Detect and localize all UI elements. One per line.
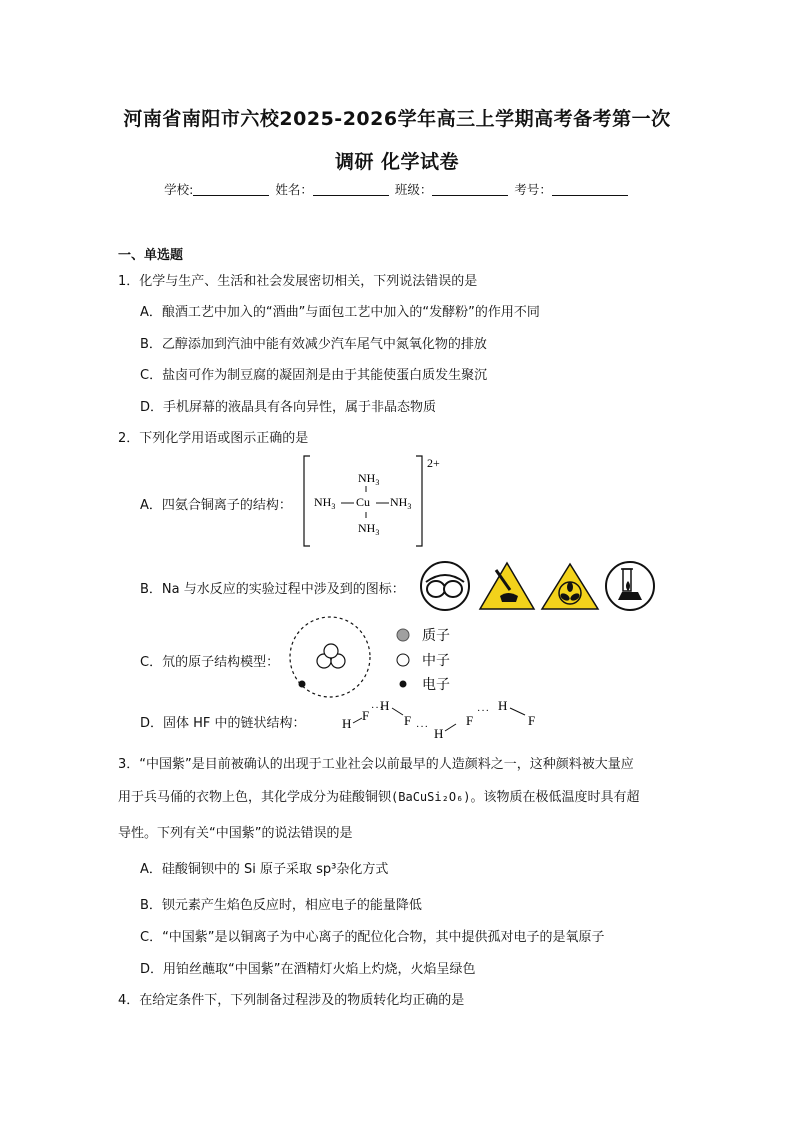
q2-option-b: B．Na 与水反应的实验过程中涉及到的图标： [140, 582, 405, 597]
exam-no-label: 考号： [514, 182, 552, 197]
q3-option-d: D．用铂丝蘸取“中国紫”在酒精灯火焰上灼烧，火焰呈绿色 [140, 962, 476, 977]
q3-option-b: B．钡元素产生焰色反应时，相应电子的能量降低 [140, 898, 422, 913]
q2-icons-row [418, 560, 658, 612]
q3-stem-line3: 导性。下列有关“中国紫”的说法错误的是 [118, 826, 353, 841]
sharp-object-icon [480, 563, 534, 609]
nh3-left: $NH_3$ [314, 495, 336, 511]
q3-option-c: C．“中国紫”是以铜离子为中心离子的配位化合物，其中提供孤对电子的是氧原子 [140, 930, 605, 945]
exam-title-line1: 河南省南阳市六校2025-2026学年高三上学期高考备考第一次 [123, 108, 671, 130]
heating-icon [606, 562, 654, 610]
hf-h1: H [342, 716, 352, 731]
q1-option-c: C．盐卤可作为制豆腐的凝固剂是由于其能使蛋白质发生聚沉 [140, 368, 488, 383]
electron-dot [299, 681, 306, 688]
hf-h4: H [498, 698, 508, 713]
nh3-top: $NH_3$ [358, 471, 380, 487]
deuterium-atom-model [286, 616, 386, 698]
q3-stem-line2-post: 。该物质在极低温度时具有超 [470, 790, 640, 805]
proton-legend-icon [397, 629, 409, 641]
proton-sphere [324, 644, 338, 658]
hf-f2: F [404, 713, 412, 728]
q3-stem-line2-pre: 用于兵马俑的衣物上色，其化学成分为硅酸铜钡 [118, 790, 392, 805]
q2-option-d: D．固体 HF 中的链状结构： [140, 716, 306, 731]
q3-stem-line1: 3．“中国紫”是目前被确认的出现于工业社会以前最早的人造颜料之一，这种颜料被大量应 [118, 757, 634, 772]
nh3-right: $NH_3$ [390, 495, 412, 511]
legend-proton: 质子 [422, 628, 450, 644]
svg-text:···: ··· [477, 706, 490, 717]
q2-option-c: C．氘的原子结构模型： [140, 655, 280, 670]
q1-stem: 1．化学与生产、生活和社会发展密切相关，下列说法错误的是 [118, 274, 478, 289]
class-blank [432, 183, 508, 196]
q3-stem-line2 [118, 786, 640, 805]
ventilation-icon [542, 563, 598, 609]
hf-f1: F [362, 708, 370, 723]
legend-electron: 电子 [422, 677, 450, 693]
atom-legend [392, 624, 472, 696]
exam-title-line2: 调研 化学试卷 [334, 151, 460, 173]
nh3-bottom: $NH_3$ [358, 521, 380, 537]
name-label: 姓名： [275, 182, 313, 197]
goggles-icon [421, 562, 469, 610]
q1-option-b: B．乙醇添加到汽油中能有效减少汽车尾气中氮氧化物的排放 [140, 337, 487, 352]
electron-legend-icon [400, 681, 407, 688]
q3-option-a: A．硅酸铜钡中的 Si 原子采取 sp³杂化方式 [140, 862, 389, 877]
section-title: 一、单选题 [118, 248, 184, 263]
exam-no-blank [552, 183, 628, 196]
q1-option-a: A．酿酒工艺中加入的“酒曲”与面包工艺中加入的“发酵粉”的作用不同 [140, 305, 540, 320]
hf-chain-structure [340, 698, 550, 740]
q2-stem: 2．下列化学用语或图示正确的是 [118, 431, 309, 446]
legend-neutron: 中子 [422, 653, 450, 669]
q4-stem: 4．在给定条件下，下列制备过程涉及的物质转化均正确的是 [118, 993, 465, 1008]
school-blank [193, 183, 269, 196]
q3-formula: (BaCuSi₂O₆) [391, 790, 471, 804]
tetraammine-copper-structure [300, 452, 450, 550]
class-label: 班级： [394, 182, 433, 197]
school-label: 学校: [164, 182, 194, 197]
hf-h2: H [380, 698, 390, 713]
name-blank [313, 183, 389, 196]
hf-f3: F [466, 713, 474, 728]
student-info-row [0, 180, 794, 198]
complex-charge: 2+ [427, 456, 440, 470]
svg-text:···: ··· [371, 703, 384, 714]
q2-option-a: A．四氨合铜离子的结构： [140, 498, 292, 513]
svg-text:···: ··· [416, 722, 429, 733]
hf-h3: H [434, 726, 444, 740]
neutron-legend-icon [397, 654, 409, 666]
cu-center: Cu [356, 495, 371, 509]
q1-option-d: D．手机屏幕的液晶具有各向异性，属于非晶态物质 [140, 400, 437, 415]
hf-f4: F [528, 713, 536, 728]
